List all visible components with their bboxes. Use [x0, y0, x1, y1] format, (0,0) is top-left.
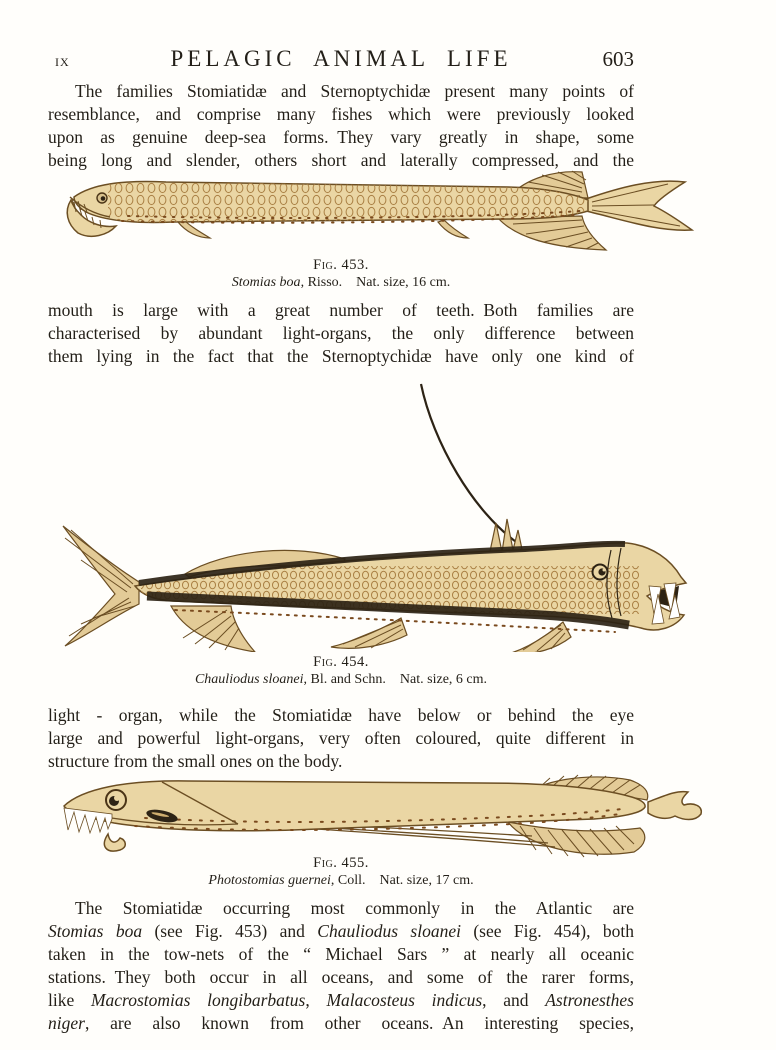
figure-454-species: Chauliodus sloanei, Bl. and Schn. Nat. size, 6 cm.	[194, 672, 488, 687]
page-number: 603	[602, 47, 634, 71]
figure-454	[55, 380, 695, 657]
figure-455-species: Photostomias guernei, Coll. Nat. size, 17 cm.	[208, 873, 474, 888]
figure-453-caption	[48, 257, 634, 291]
paragraph-2: mouth is large with a great number of teeth. Both families are characterised by abundant light-organs, the only difference between them lying in the fact that the Sternoptychidæ have only one kind of	[48, 300, 634, 366]
dorsal-filament	[421, 384, 519, 544]
figure-454-label: Fig. 454.	[313, 654, 369, 670]
tail	[63, 526, 139, 646]
paragraph-4: The Stomiatidæ occurring most commonly in the Atlantic are Stomias boa (see Fig. 453) and Chauliodus sloanei (see Fig. 454), both taken in the tow-nets of the “ Michael Sars ” at nearly all oceanic stations. They both occur in all oceans, and some of the rarer forms, like Macrostomias longibarbatus, Malacosteus indicus, and Astronesthes niger, are also known from other oceans. An interesting species,	[48, 898, 634, 1033]
figure-453-label: Fig. 453.	[313, 257, 369, 273]
page-title: PELAGIC ANIMAL LIFE	[170, 46, 512, 71]
running-head	[48, 46, 634, 74]
figure-455-label: Fig. 455.	[313, 855, 369, 871]
paragraph-1: The families Stomiatidæ and Sternoptychidæ present many points of resemblance, and comprise many fishes which were previously looked upon as genuine deep-sea forms. They vary greatly in shape, some being long and slender, others short and laterally compressed, and the	[48, 81, 634, 170]
stomias-boa-drawing	[58, 170, 718, 256]
figure-453	[58, 170, 718, 261]
figure-454-caption	[48, 654, 634, 688]
paragraph-3: light - organ, while the Stomiatidæ have below or behind the eye large and powerful light-organs, very often coloured, quite different in structure from the small ones on the body.	[48, 705, 634, 771]
chauliodus-sloanei-drawing	[55, 380, 695, 652]
figure-455-caption	[48, 855, 634, 889]
photostomias-guernei-drawing	[50, 772, 710, 864]
figure-453-species: Stomias boa, Risso. Nat. size, 16 cm.	[231, 275, 451, 290]
chapter-numeral: IX	[55, 55, 70, 69]
